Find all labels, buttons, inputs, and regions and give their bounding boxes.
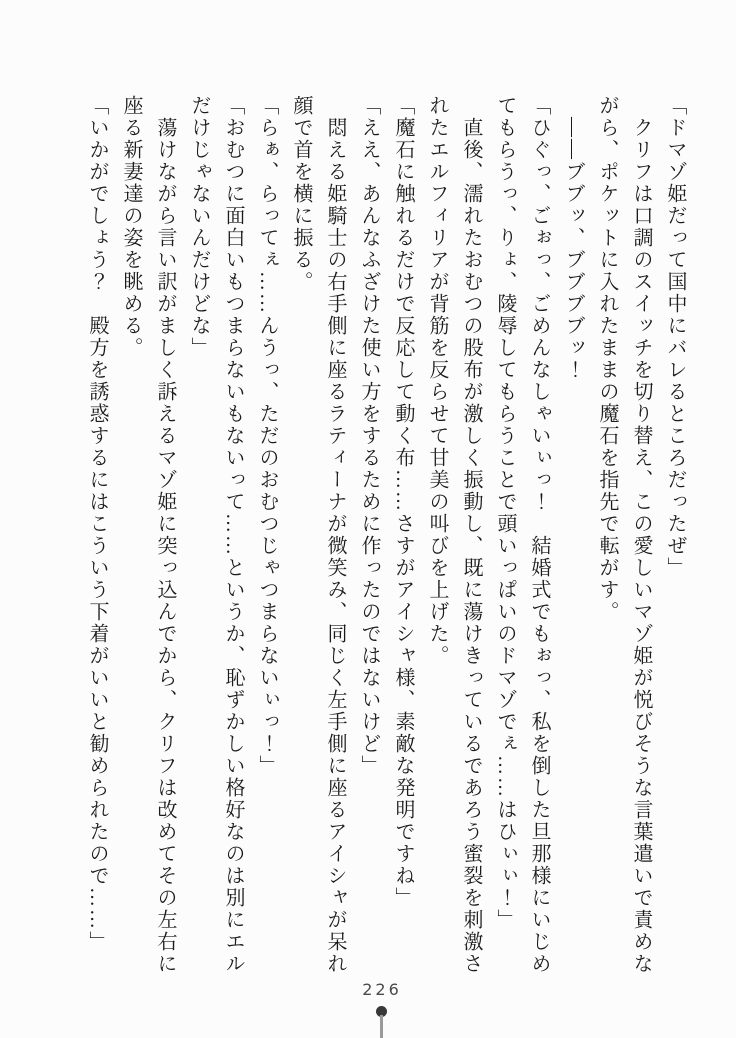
page-text-block <box>78 95 692 979</box>
paragraph-4: 「ひぐっ、ごぉっ、ごめんなしゃいぃっ！ 結婚式でもぉっ、私を倒した旦那様にいじめてもらうっ、りょ、陵辱してもらうことで頭いっぱいのドマゾでぇ……はひぃぃ！」 <box>494 95 550 975</box>
page-number: 226 <box>362 980 402 999</box>
paragraph-1: 「ドマゾ姫だって国中にバレるところだったぜ」 <box>664 95 686 579</box>
paragraph-3: ――ブブッ、ブブブブッ！ <box>562 95 584 381</box>
paragraph-6: 「魔石に触れるだけで反応して動く布……さすがアイシャ様、素敵な発明ですね」 <box>392 95 414 909</box>
paragraph-9: 「らぁ、らってぇ……んうっ、ただのおむつじゃつまらないぃっ！」 <box>256 95 278 777</box>
paragraph-7: 「ええ、あんなふざけた使い方をするために作ったのではないけど」 <box>358 95 380 777</box>
paragraph-2: クリフは口調のスイッチを切り替え、この愛しいマゾ姫が悦びそうな言葉遣いで責めながら、ポケットに入れたままの魔石を指先で転がす。 <box>596 95 652 975</box>
paragraph-10: 「おむつに面白いもつまらないもないって……というか、恥ずかしい格好なのは別にエルだけじゃないんだけどな」 <box>188 95 244 975</box>
binding-mark-line <box>380 1015 383 1038</box>
paragraph-5: 直後、濡れたおむつの股布が激しく振動し、既に蕩けきっているであろう蜜裂を刺激されたエルフィリアが背筋を反らせて甘美の叫びを上げた。 <box>426 95 482 975</box>
paragraph-11: 蕩けながら言い訳がましく訴えるマゾ姫に突っ込んでから、クリフは改めてその左右に座る新妻達の姿を眺める。 <box>120 95 176 975</box>
paragraph-8: 悶える姫騎士の右手側に座るラティーナが微笑み、同じく左手側に座るアイシャが呆れ顔で首を横に振る。 <box>290 95 346 975</box>
paragraph-12: 「いかがでしょう？ 殿方を誘惑するにはこういう下着がいいと勧められたので……」 <box>86 95 108 953</box>
